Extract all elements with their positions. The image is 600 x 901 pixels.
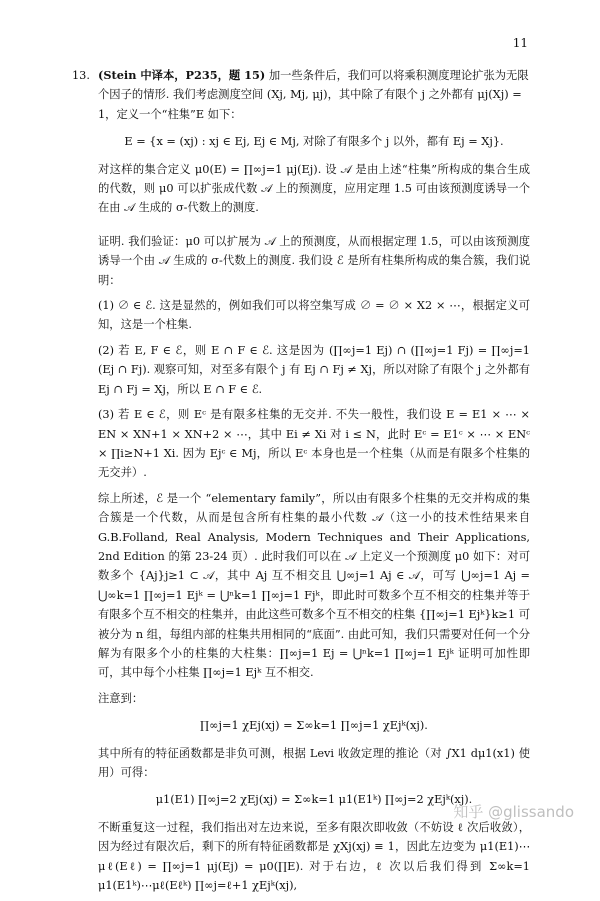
cylinder-definition: E = {x = (xj) : xj ∈ Ej, Ej ∈ Mj, 对除了有限多个 j 以外，都有 Ej = Xj}. [124, 135, 504, 149]
problem-task: 对这样的集合定义 μ0(E) = ∏∞j=1 μj(Ej). 设 𝒜 是由上述“柱集”所构成的集合生成的代数，则 μ0 可以扩张成代数 𝒜 上的预测度，应用定理 1.5 可由该预测度诱导一个在由 𝒜 生成的 σ-代数上的测度. [98, 162, 530, 215]
proof-item-3: (3) 若 E ∈ ℰ，则 Eᶜ 是有限多柱集的无交并. 不失一般性，我们设 E = E1 × ⋯ × EN × XN+1 × XN+2 × ⋯，其中 Ei ≠ Xi 对 i ≤ N，此时 Eᶜ = E1ᶜ × ⋯ × ENᶜ × ∏i≥N+1 Xi. 因为 Ejᶜ ∈ Mj，所以 Eᶜ 本身也是一个柱集（从而是有限多个柱集的无交并）. [98, 408, 530, 480]
problem-intro: 加一些条件后，我们可以将乘积测度理论扩张为无限个因子的情形. 我们考虑测度空间 (Xj, Mj, μj)，其中除了有限个 j 之外都有 μj(Xj) = 1，定义一个“柱集”E 如下： [98, 69, 529, 121]
watermark: 知乎 @glissando [453, 803, 574, 821]
proof-levi: 其中所有的特征函数都是非负可测，根据 Levi 收敛定理的推论（对 ∫X1 dμ1(x1) 使用）可得： [98, 746, 530, 779]
page-number: 11 [512, 36, 528, 50]
proof-intro: 证明. 我们验证：μ0 可以扩展为 𝒜 上的预测度，从而根据定理 1.5，可以由该预测度诱导一个由 𝒜 生成的 σ-代数上的测度. 我们设 ℰ 是所有柱集所构成的集合簇，我们说明： [98, 234, 530, 287]
equation-1: ∏∞j=1 χEj(xj) = Σ∞k=1 ∏∞j=1 χEjᵏ(xj). [200, 719, 428, 733]
proof-repeat: 不断重复这一过程，我们指出对左边来说，至多有限次即收敛（不妨设 ℓ 次后收敛），因为经过有限次后，剩下的所有特征函数都是 χXj(xj) ≡ 1，因此左边变为 μ1(E1)⋯μℓ(Eℓ) = ∏∞j=1 μj(Ej) = μ0(∏E). 对于右边，ℓ 次以后我们得到 Σ∞k=1 μ1(E1ᵏ)⋯μℓ(Eℓᵏ) ∏∞j=ℓ+1 χEjᵏ(xj), [98, 820, 530, 893]
equation-2: μ1(E1) ∏∞j=2 χEj(xj) = Σ∞k=1 μ1(E1ᵏ) ∏∞j=2 χEjᵏ(xj). [155, 793, 473, 807]
problem-source: (Stein 中译本，P235，题 15) [98, 68, 266, 82]
proof-note: 注意到： [98, 691, 144, 705]
proof-item-1: (1) ∅ ∈ ℰ. 这是显然的，例如我们可以将空集写成 ∅ = ∅ × X2 × ⋯，根据定义可知，这是一个柱集. [98, 299, 530, 332]
document-body [72, 66, 530, 901]
problem-statement [72, 66, 530, 124]
proof-summary: 综上所述，ℰ 是一个 “elementary family”，所以由有限多个柱集的无交并构成的集合簇是一个代数，从而是包含所有柱集的最小代数 𝒜（这一小的技术性结果来自 G.B.Folland, Real Analysis, Modern Techniques and Their Applications, 2nd Edition 的第 23-24 页）. 此时我们可以在 𝒜 上定义一个预测度 μ0 如下：对可数多个 {Aj}j≥1 ⊂ 𝒜，其中 Aj 互不相交且 ⋃∞j=1 Aj ∈ 𝒜，可写 ⋃∞j=1 Aj = ⋃∞k=1 ∏∞j=1 Ejᵏ = ⋃ⁿk=1 ∏∞j=1 Fjᵏ，即此时可数多个互不相交的柱集并等于有限多个互不相交的柱集并，由此这些可数多个互不相交的柱集 {∏∞j=1 Ejᵏ}k≥1 可被分为 n 组，每组内部的柱集共用相同的“底面”. 由此可知，我们只需要对任何一个分解为有限多个小的柱集的大柱集：∏∞j=1 Ej = ⋃ⁿk=1 ∏∞j=1 Ejᵏ 证明可加性即可，其中每个小柱集 ∏∞j=1 Ejᵏ 互不相交. [98, 491, 530, 680]
proof-item-2: (2) 若 E, F ∈ ℰ，则 E ∩ F ∈ ℰ. 这是因为 (∏∞j=1 Ej) ∩ (∏∞j=1 Fj) = ∏∞j=1 (Ej ∩ Fj). 观察可知，对至多有限个 j 有 Ej ∩ Fj ≠ Xj，所以对除了有限个 j 之外都有 Ej ∩ Fj = Xj，所以 E ∩ F ∈ ℰ. [98, 343, 530, 396]
problem-number: 13. [72, 69, 90, 82]
